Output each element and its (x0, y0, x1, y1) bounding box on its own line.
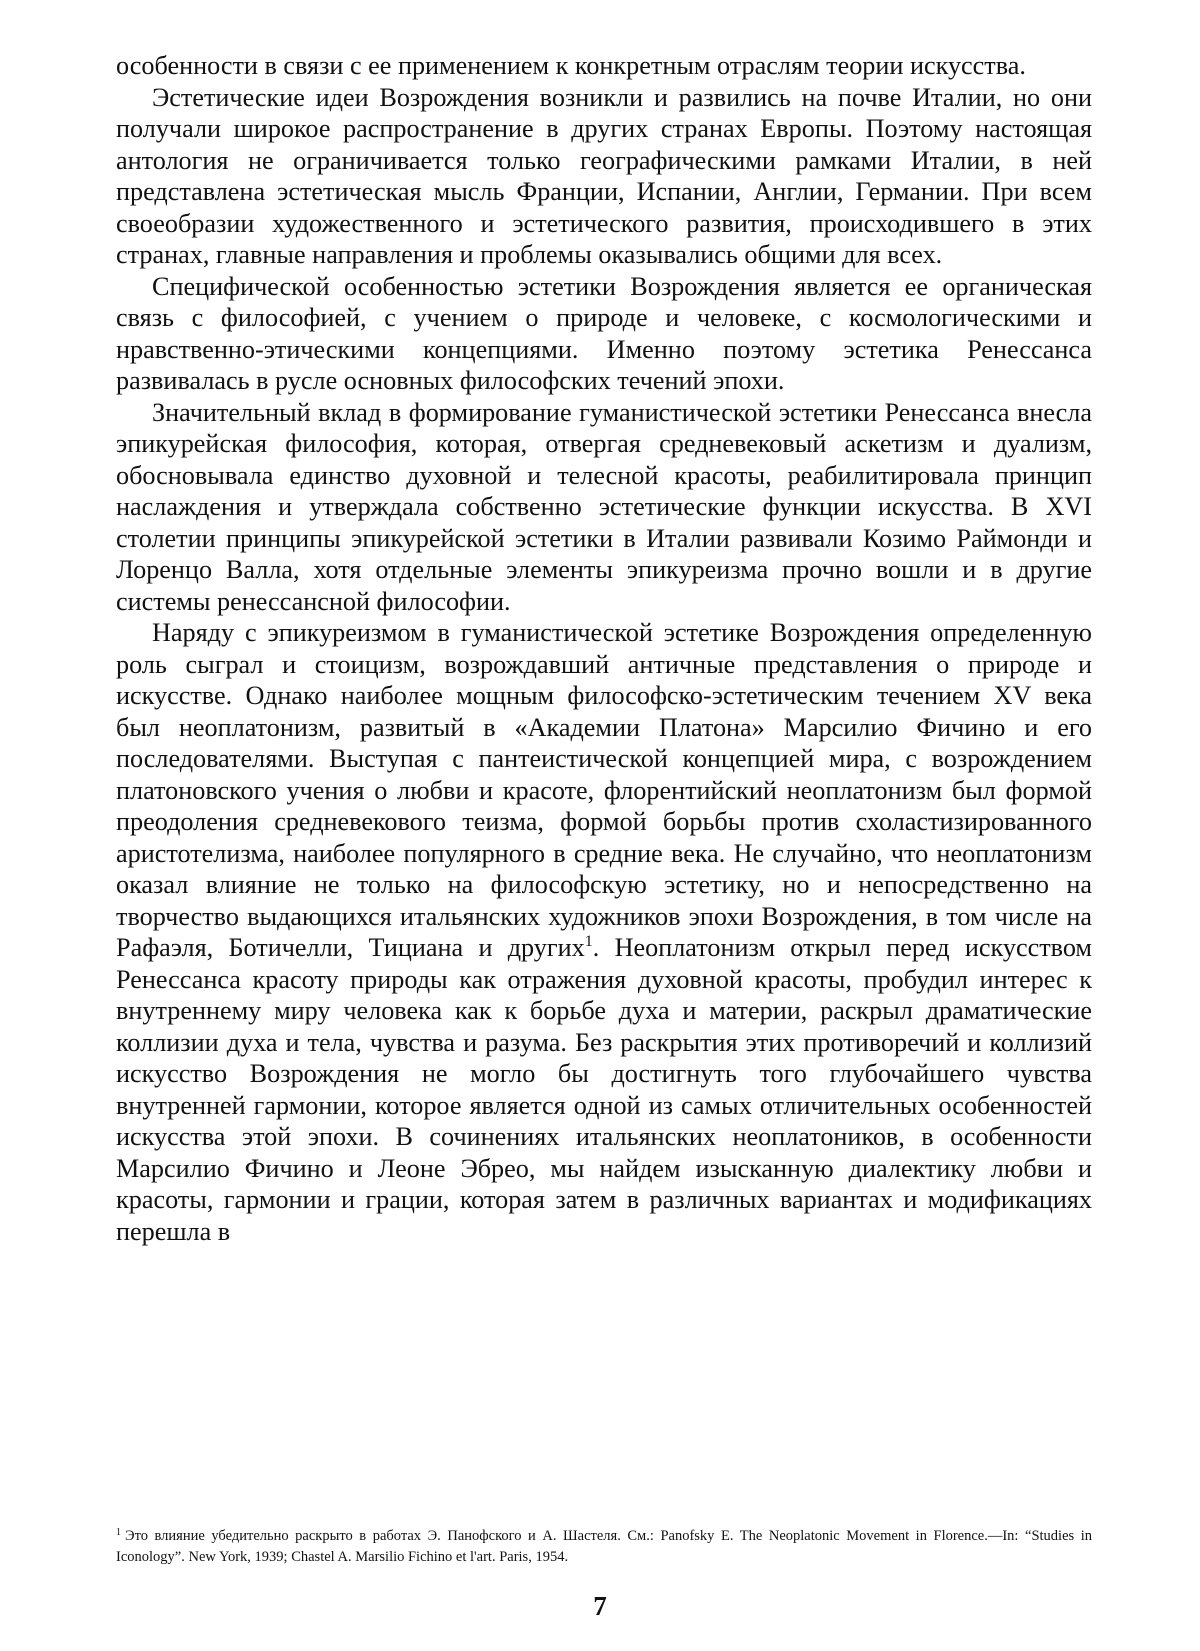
page-number: 7 (593, 1591, 607, 1621)
paragraph-5-text-before-note: Наряду с эпикуреизмом в гуманистической эстетике Возрождения определенную роль сыграл и стоицизм, возрождавший античные представления о природе и искусстве. Однако наиболее мощным философско-эстетическим течением XV века был неоплатонизм, развитый в «Академии Платона» Марсилио Фичино и его последователями. Выступая с пантеистической концепцией мира, с возрождением платоновского учения о любви и красоте, флорентийский неоплатонизм был формой преодоления средневекового теизма, формой борьбы против схоластизированного аристотелизма, наиболее популярного в средние века. Не случайно, что неоплатонизм оказал влияние не только на философскую эстетику, но и непосредственно на творчество выдающихся итальянских художников эпохи Возрождения, в том числе на Рафаэля, Ботичелли, Тициана и других (116, 618, 1092, 962)
paragraph-4: Значительный вклад в формирование гуманистической эстетики Ренессанса внесла эпикурейская философия, которая, отвергая средневековый аскетизм и дуализм, обосновывала единство духовной и телесной красоты, реабилитировала принцип наслаждения и утверждала собственно эстетические функции искусства. В XVI столетии принципы эпикурейской эстетики в Италии развивали Козимо Раймонди и Лоренцо Валла, хотя отдельные элементы эпикуреизма прочно вошли и в другие системы ренессансной философии. (116, 397, 1092, 616)
footnote-reference[interactable]: 1 (584, 933, 593, 950)
paragraph-5-text-after-note: . Неоплатонизм открыл перед искусством Ренессанса красоту природы как отражения духовной красоты, пробудил интерес к внутреннему миру человека как к борьбе духа и материи, раскрыл драматические коллизии духа и тела, чувства и разума. Без раскрытия этих противоречий и коллизий искусство Возрождения не могло бы достигнуть того глубочайшего чувства внутренней гармонии, которое является одной из самых отличительных особенностей искусства этой эпохи. В сочинениях итальянских неоплатоников, в особенности Марсилио Фичино и Леоне Эбрео, мы найдем изысканную диалектику любви и красоты, гармонии и грации, которая затем в различных вариантах и модификациях перешла в (116, 933, 1093, 1246)
paragraph-3: Специфической особенностью эстетики Возрождения является ее органическая связь с философией, с учением о природе и человеке, с космологическими и нравственно-этическими концепциями. Именно поэтому эстетика Ренессанса развивалась в русле основных философских течений эпохи. (116, 271, 1092, 395)
footnote-text: Это влияние убедительно раскрыто в работах Э. Панофского и А. Шастеля. См.: Panofsky E. The Neoplatonic Movement in Florence.—In: “Studies in Iconology”. New York, 1939; Chastel A. Marsilio Fichino et l'art. Paris, 1954. (116, 1528, 1092, 1565)
paragraph-1: особенности в связи с ее применением к конкретным отраслям теории искусства. (116, 51, 1026, 80)
footnote-mark: 1 (116, 1527, 121, 1538)
paragraph-5 (116, 617, 1092, 1247)
paragraph-2: Эстетические идеи Возрождения возникли и развились на почве Италии, но они получали широкое распространение в других странах Европы. Поэтому настоящая антология не ограничивается только географическими рамками Италии, в ней представлена эстетическая мысль Франции, Испании, Англии, Германии. При всем своеобразии художественного и эстетического развития, происходившего в этих странах, главные направления и проблемы оказывались общими для всех. (116, 82, 1092, 269)
body-text (116, 50, 1092, 1247)
footnote (116, 1526, 1092, 1568)
